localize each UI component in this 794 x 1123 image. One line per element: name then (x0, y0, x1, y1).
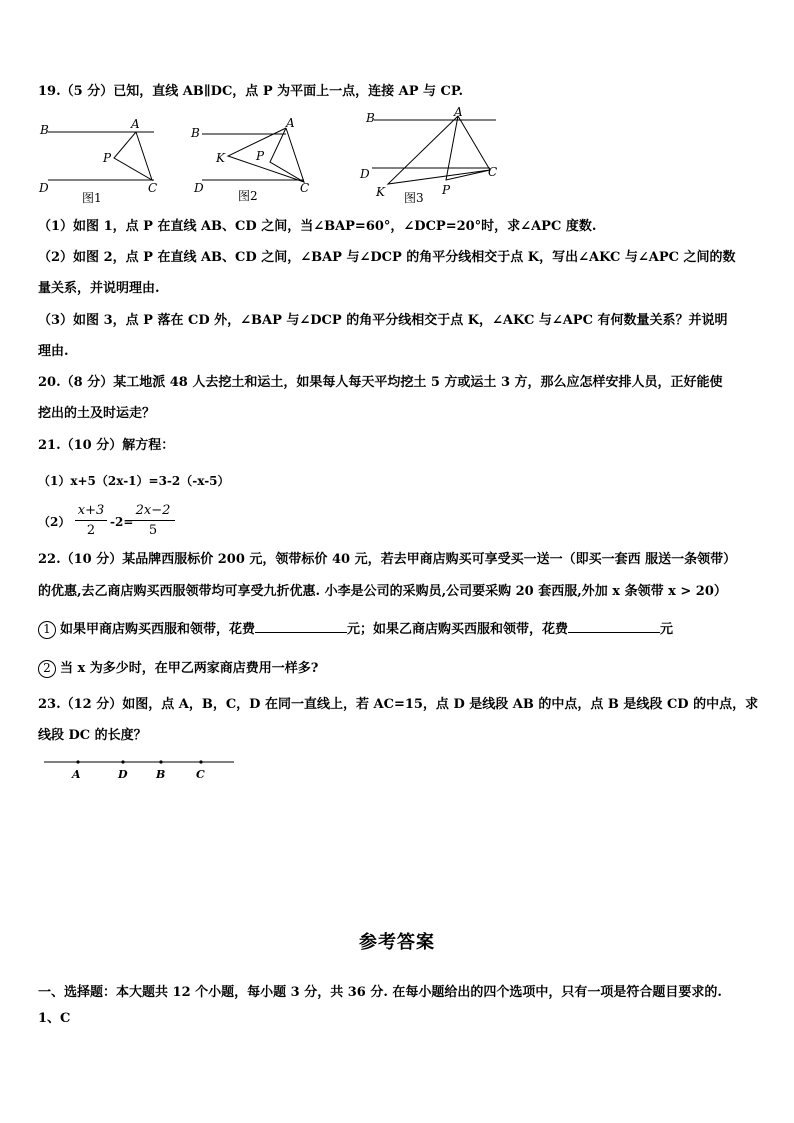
q21-fraction-2-numerator: 2x−2 (135, 503, 171, 518)
q21-equation-1: （1）x+5（2x-1）=3-2（-x-5） (38, 474, 230, 488)
q21-fraction-2-denominator: 5 (148, 523, 158, 538)
fig3-path-apc (446, 116, 490, 180)
fig3-label-d: D (360, 167, 370, 181)
q22-line2: 的优惠,去乙商店购买西服领带均可享受九折优惠. 小李是公司的采购员,公司要采购 20 套西服,外加 x 条领带 x > 20） (38, 584, 727, 599)
q21-fraction-2-bar (131, 520, 175, 521)
fig1-caption: 图1 (82, 191, 102, 204)
q21-stem: 21.（10 分）解方程： (38, 438, 175, 453)
q19-stem: 19.（5 分）已知，直线 AB∥DC，点 P 为平面上一点，连接 AP 与 CP. (38, 84, 464, 99)
fig3-label-k: K (376, 185, 385, 199)
q23-point-d (121, 760, 124, 763)
q19-part3-line2: 理由. (38, 344, 69, 359)
fig3-label-c: C (488, 165, 498, 179)
q22-part2 (38, 660, 318, 678)
q20-line1: 20.（8 分）某工地派 48 人去挖土和运土，如果每人每天平均挖土 5 方或运土 3 方，那么应怎样安排人员，正好能使 (38, 375, 723, 390)
q22-part1-number: 1 (38, 621, 56, 639)
fig2-label-k: K (216, 151, 225, 165)
fig3-label-a: A (454, 106, 463, 119)
fig2-label-p: P (256, 149, 265, 163)
q22-part1-blank-2[interactable] (568, 620, 660, 633)
q22-line1: 22.（10 分）某品牌西服标价 200 元，领带标价 40 元，若去甲商店购买可享受买一送一（即买一套西 服送一条领带） (38, 552, 737, 567)
q19-part2-line2: 量关系，并说明理由. (38, 281, 160, 296)
fig2-label-b: B (191, 126, 200, 140)
q19-figure-1 (36, 114, 176, 204)
q21-fraction-1-denominator: 2 (86, 523, 96, 538)
fig3-caption: 图3 (404, 191, 424, 205)
q23-point-b (159, 760, 162, 763)
q21-fraction-2 (131, 503, 175, 538)
q22-part1-blank-1[interactable] (255, 620, 347, 633)
q22-part1-text-a: 如果甲商店购买西服和领带，花费 (60, 622, 256, 637)
q23-line1: 23.（12 分）如图，点 A，B，C，D 在同一直线上，若 AC=15，点 D 是线段 AB 的中点，点 B 是线段 CD 的中点，求 (38, 697, 759, 712)
fig1-label-d: D (39, 181, 49, 195)
q21-fraction-1-bar (75, 520, 107, 521)
fig2-caption: 图2 (238, 189, 258, 203)
q19-figure-3 (354, 106, 514, 206)
fig1-label-c: C (148, 181, 158, 195)
q23-number-line (40, 753, 250, 783)
q19-part3-line1: （3）如图 3，点 P 落在 CD 外，∠BAP 与∠DCP 的角平分线相交于点 K，∠AKC 与∠APC 有何数量关系？并说明 (38, 313, 728, 328)
answers-section-heading: 一、选择题：本大题共 12 个小题，每小题 3 分，共 36 分. 在每小题给出的四个选项中，只有一项是符合题目要求的. (38, 985, 722, 1000)
q19-part1: （1）如图 1，点 P 在直线 AB、CD 之间，当∠BAP=60°，∠DCP=20°时，求∠APC 度数. (38, 219, 597, 234)
q19-part2-line1: （2）如图 2，点 P 在直线 AB、CD 之间，∠BAP 与∠DCP 的角平分线相交于点 K，写出∠AKC 与∠APC 之间的数 (38, 250, 736, 265)
q23-label-b: B (156, 768, 166, 781)
q21-fraction-1 (75, 503, 107, 538)
answer-1: 1、C (38, 1011, 71, 1026)
q22-part1 (38, 620, 673, 639)
fig2-label-a: A (286, 116, 295, 130)
q21-equation-2-label: （2） (38, 515, 71, 529)
q23-point-c (199, 760, 202, 763)
q22-part1-text-c: 元 (660, 622, 674, 637)
q20-line2: 挖出的土及时运走？ (38, 406, 156, 421)
q23-label-a: A (72, 768, 81, 781)
q21-fraction-1-numerator: x+3 (77, 503, 105, 518)
fig3-label-b: B (366, 111, 375, 125)
q23-point-a (76, 760, 79, 763)
fig2-label-d: D (194, 181, 204, 195)
q22-part1-text-b: 元；如果乙商店购买西服和领带，花费 (347, 622, 569, 637)
fig3-label-p: P (442, 183, 451, 197)
answers-title: 参考答案 (359, 932, 435, 953)
q22-part2-number: 2 (38, 660, 56, 678)
fig2-label-c: C (300, 181, 310, 195)
fig2-path-akc (228, 128, 304, 182)
q23-label-d: D (118, 768, 128, 781)
fig2-path-apc (270, 128, 304, 182)
fig1-label-a: A (131, 117, 140, 131)
q23-line2: 线段 DC 的长度？ (38, 728, 147, 743)
q22-part2-text: 当 x 为多少时，在甲乙两家商店费用一样多? (60, 661, 319, 676)
q21-equation-2-middle: -2= (110, 515, 134, 529)
fig1-label-b: B (40, 123, 49, 137)
fig1-label-p: P (103, 151, 112, 165)
fig1-path-apc (114, 132, 152, 180)
q19-figure-2 (186, 114, 326, 204)
q23-label-c: C (196, 768, 205, 781)
